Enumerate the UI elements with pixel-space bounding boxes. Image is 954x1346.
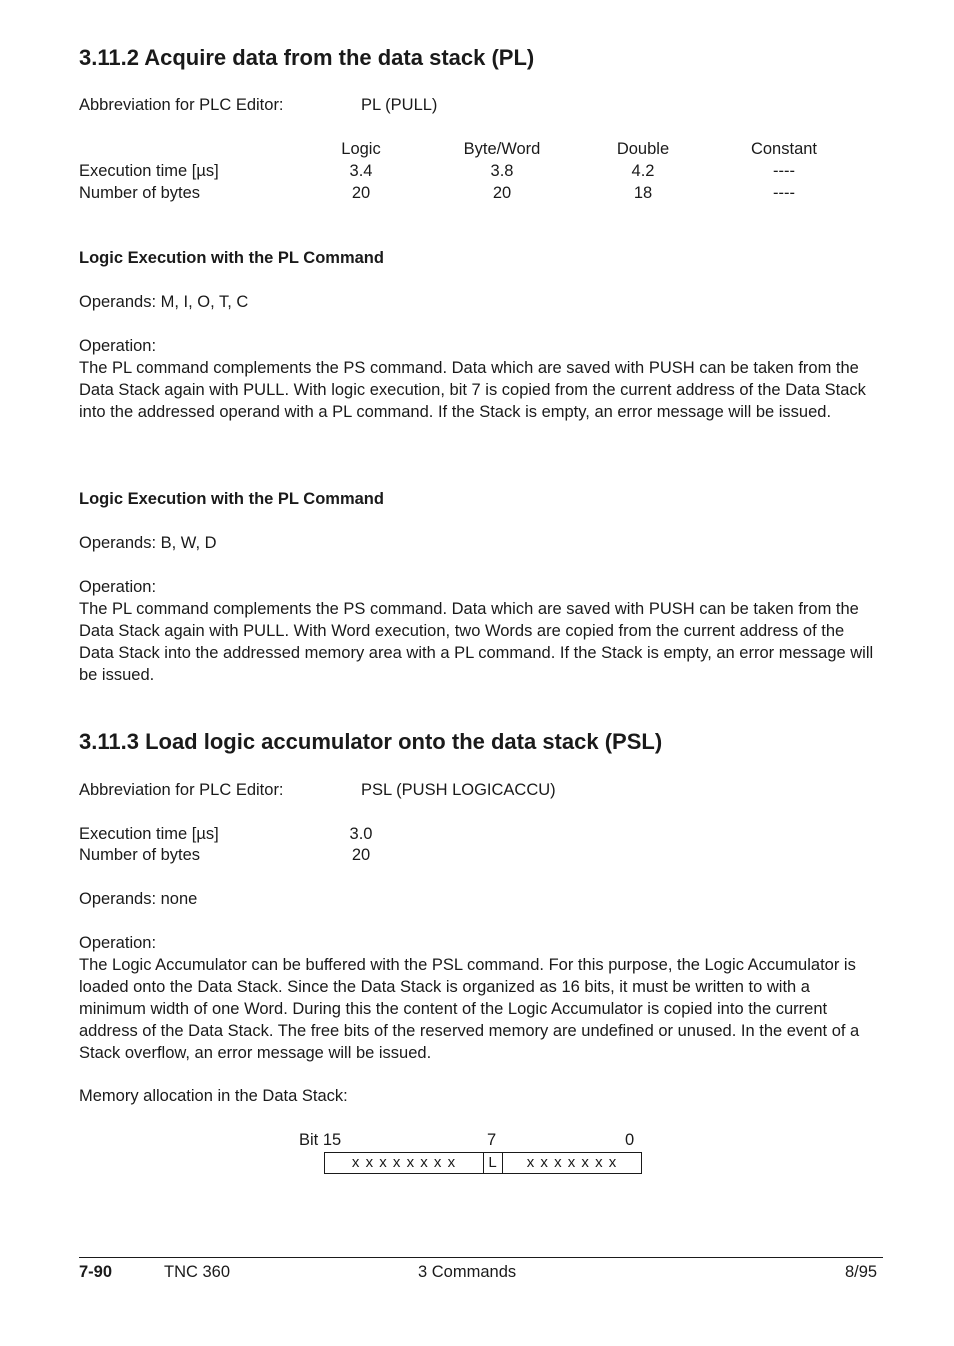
logic-operation-text: The PL command complements the PS command. Data which are saved with PUSH can be taken from the Data Stack again with PULL. With logic execution, bit 7 is copied from the current address of the Data Stack into the addressed operand with a PL command. If the Stack is empty, an error message will be issued. xyxy=(79,359,866,421)
pl-exec-constant: ---- xyxy=(773,162,795,180)
pl-abbrev-label: Abbreviation for PLC Editor: xyxy=(79,96,284,114)
word-subheading: Logic Execution with the PL Command xyxy=(79,490,384,508)
bit15-label: Bit 15 xyxy=(299,1131,342,1149)
section-heading-pl: 3.11.2 Acquire data from the data stack (PL) xyxy=(79,45,535,70)
memory-cell-low: x x x x x x x xyxy=(526,1154,618,1171)
footer-divider xyxy=(79,1257,883,1258)
memory-allocation-label: Memory allocation in the Data Stack: xyxy=(79,1087,348,1105)
psl-operation-label: Operation: xyxy=(79,934,157,952)
pl-exec-logic: 3.4 xyxy=(349,162,373,180)
col-header-logic: Logic xyxy=(341,140,381,158)
pl-bytes-byteword: 20 xyxy=(492,184,512,202)
pl-bytes-label: Number of bytes xyxy=(79,184,201,202)
bit0-label: 0 xyxy=(625,1131,635,1149)
logic-subheading: Logic Execution with the PL Command xyxy=(79,249,384,267)
col-header-double: Double xyxy=(616,140,670,158)
psl-operands: Operands: none xyxy=(79,890,198,908)
footer-chapter: 3 Commands xyxy=(418,1263,517,1281)
pl-exec-double: 4.2 xyxy=(631,162,655,180)
memory-allocation-diagram xyxy=(324,1152,642,1174)
word-operation-label: Operation: xyxy=(79,578,157,596)
footer-product: TNC 360 xyxy=(164,1263,231,1281)
col-header-byteword: Byte/Word xyxy=(463,140,541,158)
psl-exec-label: Execution time [µs] xyxy=(79,825,219,843)
pl-abbrev-value: PL (PULL) xyxy=(361,96,438,114)
psl-bytes-label: Number of bytes xyxy=(79,846,201,864)
psl-abbrev-value: PSL (PUSH LOGICACCU) xyxy=(361,781,556,799)
pl-exec-byteword: 3.8 xyxy=(490,162,514,180)
section-heading-psl: 3.11.3 Load logic accumulator onto the data stack (PSL) xyxy=(79,729,663,754)
logic-operands: Operands: M, I, O, T, C xyxy=(79,293,249,311)
pl-bytes-constant: ---- xyxy=(773,184,795,202)
word-operands: Operands: B, W, D xyxy=(79,534,217,552)
psl-operation-text: The Logic Accumulator can be buffered with the PSL command. For this purpose, the Logic Accumulator is loaded onto the Data Stack. Since the Data Stack is organized as 16 bits, it must be written to with a minimum width of one Word. During this the content of the Logic Accumulator is copied into the current address of the Data Stack. The free bits of the reserved memory are undefined or unused. In the event of a Stack overflow, an error message will be issued. xyxy=(79,956,860,1062)
logic-operation-label: Operation: xyxy=(79,337,157,355)
footer-page-number: 7-90 xyxy=(79,1263,113,1281)
footer-date: 8/95 xyxy=(845,1263,878,1281)
pl-bytes-logic: 20 xyxy=(351,184,371,202)
word-operation-text: The PL command complements the PS command. Data which are saved with PUSH can be taken from the Data Stack again with PULL. With Word execution, two Words are copied from the current address of the Data Stack into the addressed memory area with a PL command. If the Stack is empty, an error message will be issued. xyxy=(79,600,874,684)
psl-bytes-value: 20 xyxy=(351,846,371,864)
pl-bytes-double: 18 xyxy=(633,184,653,202)
pl-exec-label: Execution time [µs] xyxy=(79,162,219,180)
col-header-constant: Constant xyxy=(750,140,818,158)
psl-abbrev-label: Abbreviation for PLC Editor: xyxy=(79,781,284,799)
bit7-label: 7 xyxy=(487,1131,497,1149)
memory-cell-high: x x x x x x x x xyxy=(351,1154,457,1171)
psl-exec-value: 3.0 xyxy=(349,825,373,843)
memory-cell-logic: L xyxy=(483,1153,503,1173)
